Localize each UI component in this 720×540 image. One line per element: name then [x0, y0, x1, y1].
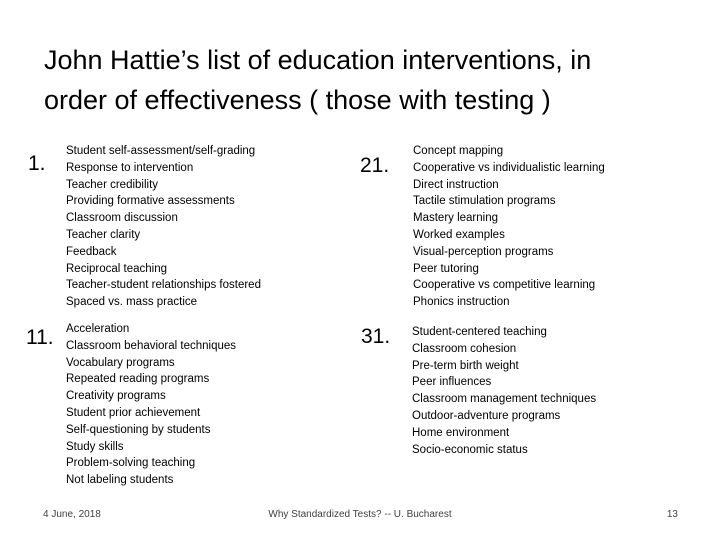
intervention-list [66, 321, 236, 489]
list-item: Classroom management techniques [412, 393, 597, 406]
slide-title-line-1: John Hattie’s list of education interventions, in [44, 45, 592, 75]
group-rank-number: 21. [360, 154, 390, 177]
list-item: Spaced vs. mass practice [66, 296, 198, 309]
slide-title [44, 40, 684, 120]
list-item: Mastery learning [413, 212, 499, 225]
intervention-list [413, 143, 605, 311]
list-item: Student-centered teaching [412, 326, 547, 338]
list-item: Peer tutoring [413, 262, 479, 275]
footer-date: 4 June, 2018 [43, 509, 101, 520]
list-item: Teacher clarity [66, 228, 141, 241]
footer-title: Why Standardized Tests? -- U. Bucharest [268, 509, 452, 520]
list-item: Peer influences [412, 376, 492, 389]
list-item: Acceleration [66, 323, 130, 335]
list-item: Student prior achievement [66, 406, 201, 419]
list-item: Outdoor-adventure programs [412, 409, 561, 422]
list-item: Cooperative vs individualistic learning [413, 161, 605, 174]
list-item: Cooperative vs competitive learning [413, 279, 596, 292]
list-item: Tactile stimulation programs [413, 195, 556, 208]
list-item: Student self-assessment/self-grading [66, 145, 256, 157]
group-rank-number: 1. [28, 152, 46, 175]
slide-number: 13 [666, 509, 678, 520]
list-item: Classroom discussion [66, 212, 178, 225]
list-item: Self-questioning by students [66, 423, 211, 436]
group-rank-number: 11. [26, 326, 54, 349]
intervention-list [412, 324, 596, 458]
list-item: Phonics instruction [413, 296, 510, 309]
list-item: Classroom cohesion [412, 342, 517, 355]
list-item: Providing formative assessments [66, 195, 235, 208]
list-item: Creativity programs [66, 390, 166, 403]
group-rank-number: 31. [361, 325, 391, 348]
list-item: Worked examples [413, 228, 505, 241]
list-item: Response to intervention [66, 161, 194, 174]
list-item: Direct instruction [413, 178, 499, 191]
list-item: Study skills [66, 440, 124, 453]
list-item: Socio-economic status [412, 443, 528, 456]
list-item: Vocabulary programs [66, 356, 175, 369]
list-item: Visual-perception programs [413, 245, 554, 258]
slide-title-line-2: order of effectiveness ( those with testing ) [44, 85, 551, 115]
list-item: Feedback [66, 245, 117, 258]
list-item: Classroom behavioral techniques [66, 339, 237, 352]
intervention-list [66, 143, 261, 311]
list-item: Home environment [412, 426, 510, 439]
list-item: Reciprocal teaching [66, 262, 168, 275]
list-item: Teacher credibility [66, 178, 159, 191]
list-item: Not labeling students [66, 474, 174, 487]
list-item: Concept mapping [413, 145, 504, 157]
list-item: Problem-solving teaching [66, 457, 196, 470]
list-item: Repeated reading programs [66, 373, 210, 386]
list-item: Teacher-student relationships fostered [66, 279, 261, 292]
list-item: Pre-term birth weight [412, 359, 519, 372]
